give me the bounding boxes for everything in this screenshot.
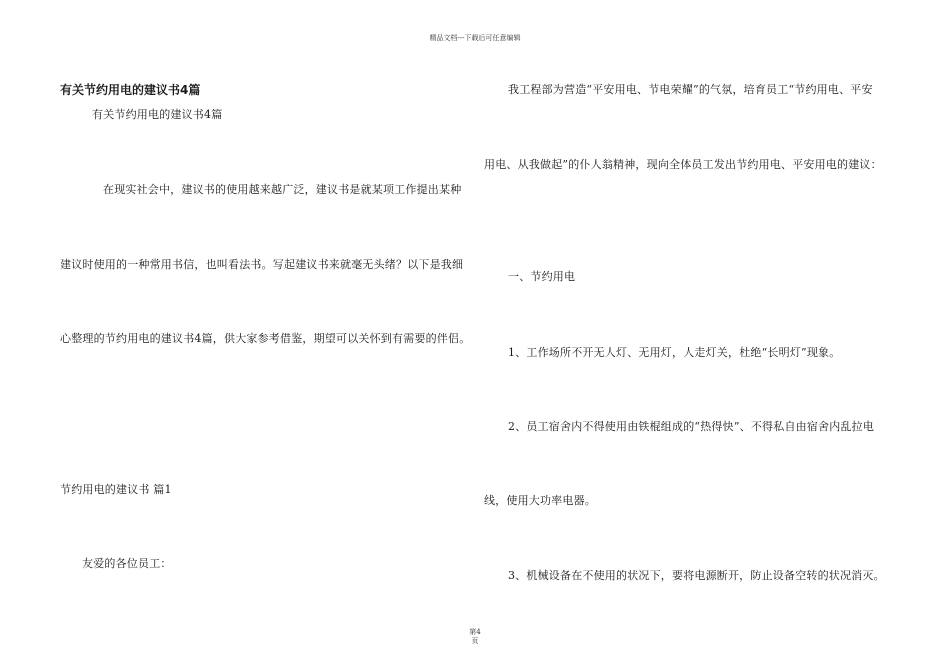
letter-intro-line-1: 我工程部为营造“平安用电、节电荣耀”的气氛，培育员工“节约用电、平安: [508, 83, 873, 96]
intro-paragraph-line-3: 心整理的节约用电的建议书4篇，供大家参考借鉴，期望可以关怀到有需要的伴侣。: [60, 332, 471, 345]
list-item-2-line-1: 2、员工宿舍内不得使用由铁棍组成的“热得快”、不得私自由宿舍内乱拉电: [508, 420, 875, 433]
letter-greeting: 友爱的各位员工：: [82, 557, 172, 570]
intro-paragraph-line-2: 建议时使用的一种常用书信，也叫看法书。写起建议书来就毫无头绪？以下是我细: [60, 258, 464, 271]
document-title: 有关节约用电的建议书4篇: [60, 83, 201, 97]
section-heading: 节约用电的建议书 篇1: [60, 483, 172, 496]
page-number: 第4: [469, 628, 481, 636]
intro-paragraph-line-1: 在现实社会中，建议书的使用越来越广泛，建议书是就某项工作提出某种: [103, 183, 462, 196]
list-item-3: 3、机械设备在不使用的状况下，要将电源断开，防止设备空转的状况消灭。: [508, 569, 885, 582]
list-item-2-line-2: 线，使用大功率电器。: [484, 494, 596, 507]
section-one-heading: 一、节约用电: [508, 270, 576, 283]
letter-intro-line-2: 用电、从我做起”的仆人翁精神，现向全体员工发出节约用电、平安用电的建议：: [484, 158, 882, 171]
list-item-1: 1、工作场所不开无人灯、无用灯，人走灯关，杜绝“长明灯”现象。: [508, 346, 841, 359]
page-number-suffix: 页: [471, 637, 479, 645]
page-header: 精品文档---下载后可任意编辑: [429, 34, 521, 42]
document-subtitle: 有关节约用电的建议书4篇: [92, 108, 223, 121]
